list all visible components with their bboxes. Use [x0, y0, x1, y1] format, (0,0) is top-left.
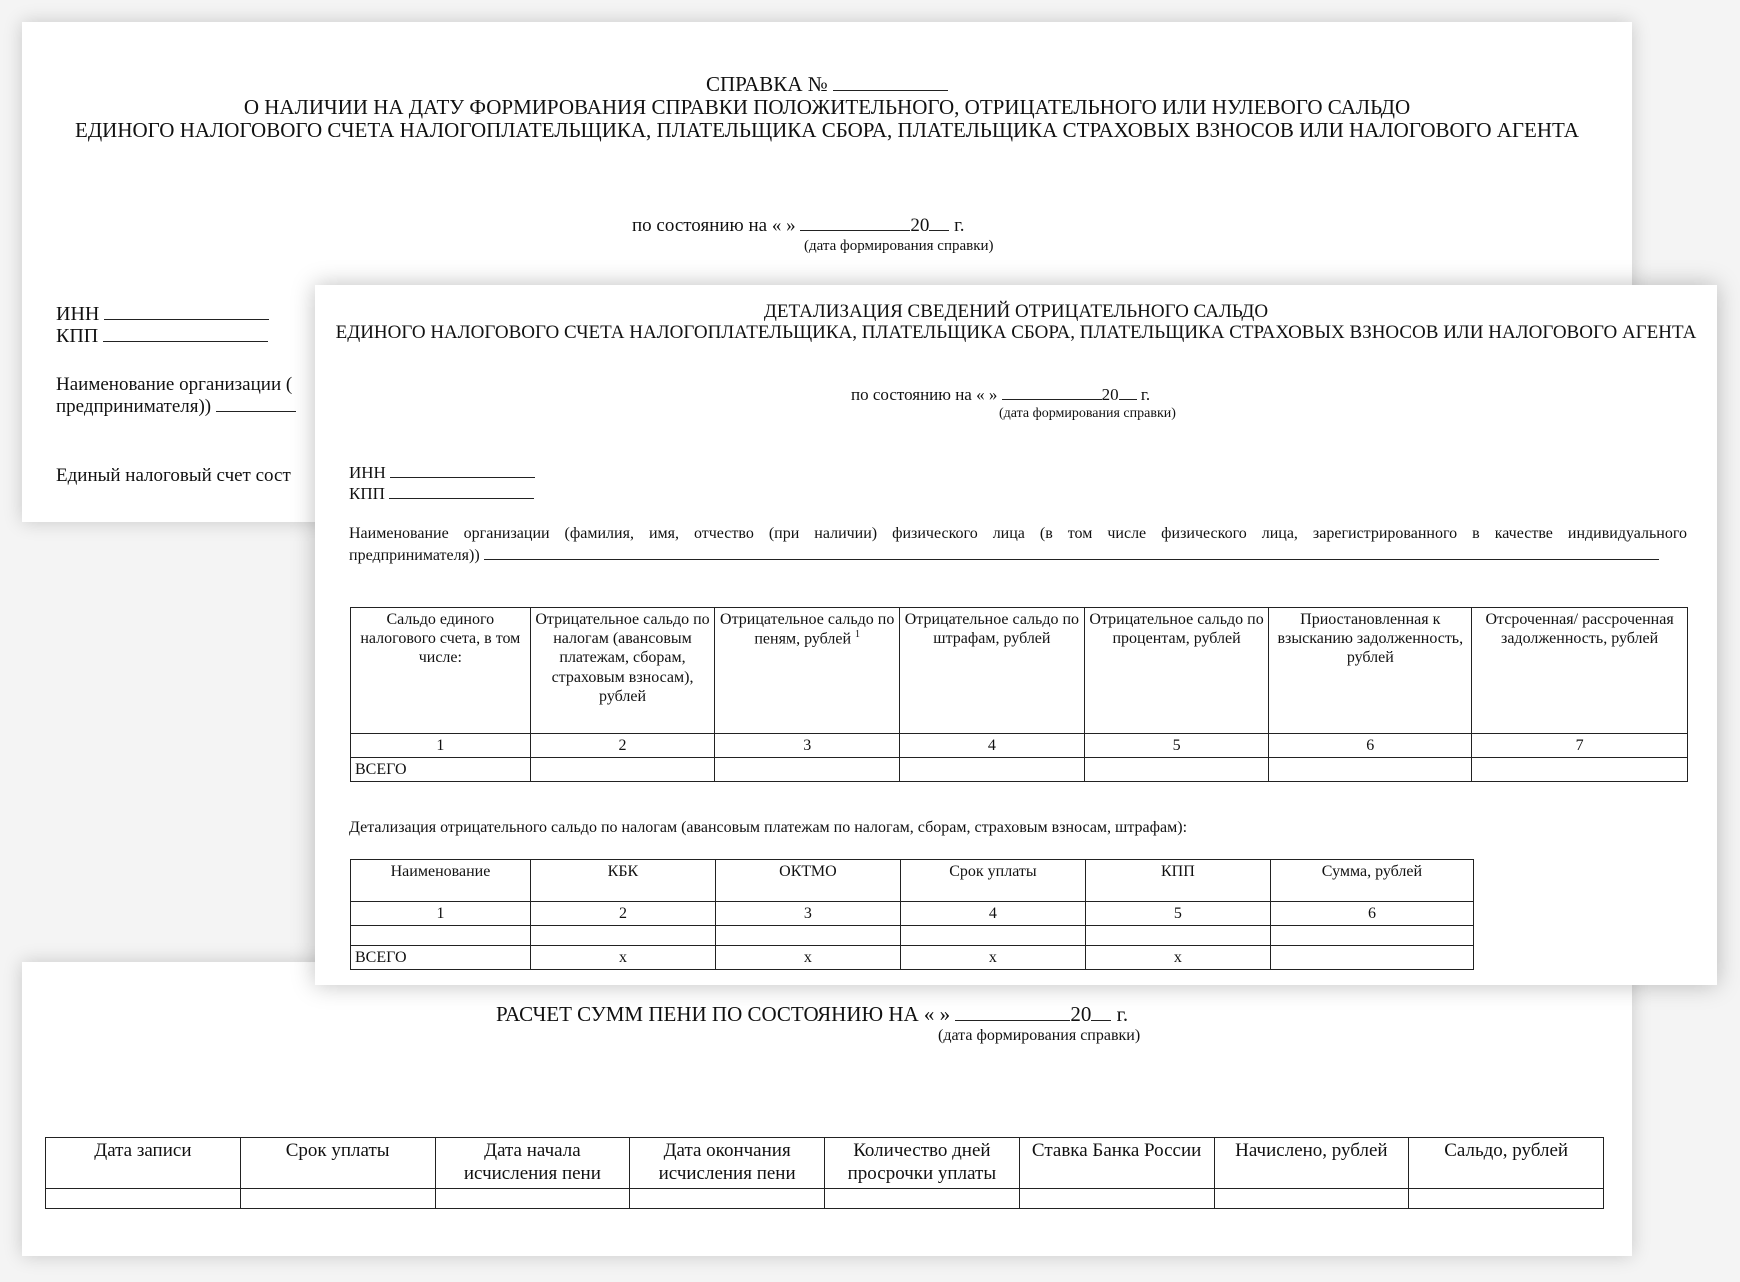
penalty-table — [45, 1137, 1604, 1209]
col-balance: Сальдо, рублей — [1409, 1138, 1604, 1189]
col-ens-balance: Сальдо единого налогового счета, в том числе: — [351, 608, 531, 734]
as-of-date: по состоянию на « » 20 г. — [632, 215, 965, 236]
table-row — [46, 1188, 1604, 1208]
detail-title-1: ДЕТАЛИЗАЦИЯ СВЕДЕНИЙ ОТРИЦАТЕЛЬНОГО САЛЬДО — [763, 301, 1269, 322]
inn-field: ИНН — [56, 303, 269, 326]
kpp-field: КПП — [56, 325, 268, 348]
detail-as-of-date: по состоянию на « » 20 г. — [851, 385, 1151, 404]
col-oktmo: ОКТМО — [715, 860, 900, 902]
detail-kpp-field: КПП — [349, 484, 534, 504]
col-penalty-start: Дата начала исчисления пени — [435, 1138, 630, 1189]
certificate-subtitle-2: ЕДИНОГО НАЛОГОВОГО СЧЕТА НАЛОГОПЛАТЕЛЬЩИКА, ПЛАТЕЛЬЩИКА СБОРА, ПЛАТЕЛЬЩИКА СТРАХОВЫХ ВЗНОСОВ ИЛИ НАЛОГОВОГО АГЕНТА — [75, 118, 1579, 142]
certificate-title: СПРАВКА № — [22, 72, 1632, 97]
col-negative-fines: Отрицательное сальдо по штрафам, рублей — [900, 608, 1085, 734]
table-row: 1 2 3 4 5 6 7 — [351, 734, 1688, 758]
ens-label: Единый налоговый счет сост — [56, 465, 291, 486]
detail-caption: Детализация отрицательного сальдо по налогам (авансовым платежам по налогам, сборам, страховым взносам, штрафам): — [349, 819, 1188, 836]
detail-org-name-line2: предпринимателя)) — [349, 547, 1659, 565]
negative-balance-detail-sheet — [315, 285, 1717, 985]
total-label: ВСЕГО — [351, 946, 531, 970]
col-negative-interest: Отрицательное сальдо по процентам, рублей — [1084, 608, 1269, 734]
org-name-line1: Наименование организации ( — [56, 374, 293, 395]
col-penalty-end: Дата окончания исчисления пени — [630, 1138, 825, 1189]
col-cbr-rate: Ставка Банка России — [1019, 1138, 1214, 1189]
detail-org-name-line1: Наименование организации (фамилия, имя, отчество (при наличии) физического лица (в том числе физического лица, зарегистрированного в качестве индивидуального — [349, 525, 1687, 542]
col-accrued: Начислено, рублей — [1214, 1138, 1409, 1189]
negative-taxes-detail-table — [350, 859, 1474, 970]
col-overdue-days: Количество дней просрочки уплаты — [825, 1138, 1020, 1189]
col-deferred-debt: Отсроченная/ рассроченная задолженность, рублей — [1472, 608, 1688, 734]
negative-balance-table — [350, 607, 1688, 782]
col-negative-penalties: Отрицательное сальдо по пеням, рублей $^1$ — [715, 608, 900, 734]
detail-title-2: ЕДИНОГО НАЛОГОВОГО СЧЕТА НАЛОГОПЛАТЕЛЬЩИКА, ПЛАТЕЛЬЩИКА СБОРА, ПЛАТЕЛЬЩИКА СТРАХОВЫХ ВЗНОСОВ ИЛИ НАЛОГОВОГО АГЕНТА — [335, 322, 1697, 343]
penalty-calculation-sheet — [22, 962, 1632, 1256]
col-due-date: Срок уплаты — [900, 860, 1085, 902]
col-due-date: Срок уплаты — [240, 1138, 435, 1189]
date-caption: (дата формирования справки) — [804, 238, 994, 254]
detail-inn-field: ИНН — [349, 463, 535, 483]
table-row — [351, 926, 1474, 946]
penalty-title: РАСЧЕТ СУММ ПЕНИ ПО СОСТОЯНИЮ НА « » 20 г. — [496, 1002, 1129, 1026]
table-row — [351, 758, 1688, 782]
col-amount: Сумма, рублей — [1270, 860, 1473, 902]
col-suspended-debt: Приостановленная к взысканию задолженность, рублей — [1269, 608, 1472, 734]
org-name-line2: предпринимателя)) — [56, 396, 296, 418]
col-record-date: Дата записи — [46, 1138, 241, 1189]
penalty-date-caption: (дата формирования справки) — [938, 1027, 1141, 1044]
certificate-subtitle-1: О НАЛИЧИИ НА ДАТУ ФОРМИРОВАНИЯ СПРАВКИ ПОЛОЖИТЕЛЬНОГО, ОТРИЦАТЕЛЬНОГО ИЛИ НУЛЕВОГО САЛЬДО — [243, 95, 1411, 119]
col-kpp: КПП — [1085, 860, 1270, 902]
col-negative-taxes: Отрицательное сальдо по налогам (авансовым платежам, сборам, страховым взносам), рублей — [530, 608, 715, 734]
footnote-1: 1 — [855, 629, 861, 641]
col-kbk: КБК — [530, 860, 715, 902]
total-label: ВСЕГО — [351, 758, 531, 782]
table-row: 1 2 3 4 5 6 — [351, 902, 1474, 926]
detail-date-caption: (дата формирования справки) — [999, 406, 1176, 421]
col-name: Наименование — [351, 860, 531, 902]
table-row: ВСЕГО х х х х — [351, 946, 1474, 970]
